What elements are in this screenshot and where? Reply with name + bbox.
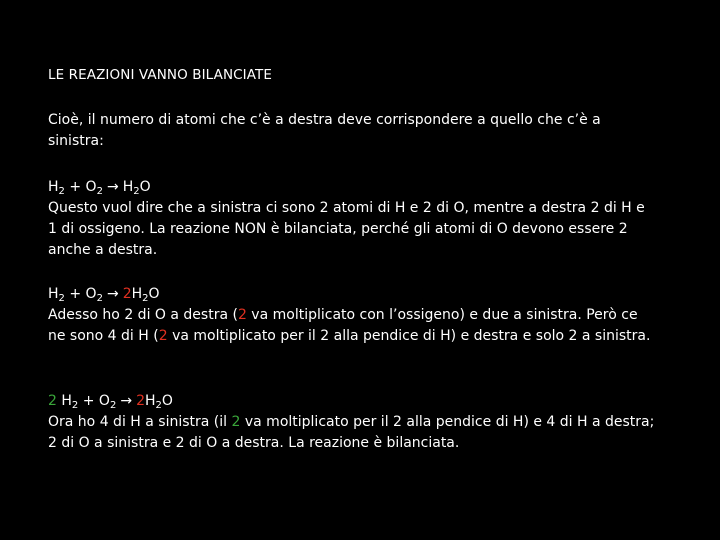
explanation-2-coefficient-1: 2 (237, 307, 247, 323)
intro-text: Cioè, il numero di atomi che c’è a destra deve corrispondere a quello che c’è a sinistra: (48, 112, 601, 149)
eq2-oxygen: O (85, 286, 97, 302)
explanation-3-part-b: va moltiplicato per il 2 alla pendice di H) e 4 di H a destra; 2 di O a sinistra e 2 di O a destra. La reazione è bilanciata. (48, 414, 655, 451)
eq3-product-hydrogen-sub: 2 (155, 400, 162, 411)
eq3-oxygen-sub: 2 (109, 400, 117, 411)
eq1-product-hydrogen-sub: 2 (133, 186, 140, 197)
explanation-3-coefficient: 2 (231, 414, 241, 430)
eq3-plus: + (82, 393, 95, 409)
eq3-product-oxygen: O (161, 393, 173, 409)
eq1-plus: + (69, 179, 82, 195)
eq2-product-hydrogen-sub: 2 (142, 293, 149, 304)
eq3-product-hydrogen: H (144, 393, 156, 409)
eq2-product-oxygen: O (148, 286, 160, 302)
equation-partial (48, 284, 160, 305)
eq3-product-coefficient: 2 (136, 393, 145, 409)
eq1-arrow-icon: → (106, 179, 119, 195)
eq1-product-oxygen: O (139, 179, 151, 195)
explanation-2-part-b: va moltiplicato con l’ossigeno) e due a sinistra. Però ce ne sono 4 di H ( (48, 307, 638, 344)
eq2-product-hydrogen: H (131, 286, 143, 302)
eq1-product-hydrogen: H (122, 179, 134, 195)
eq2-product-coefficient: 2 (122, 286, 132, 302)
eq1-oxygen-sub: 2 (96, 186, 103, 197)
explanation-3-part-a: Ora ho 4 di H a sinistra (il (48, 414, 232, 430)
eq3-reactant-coefficient: 2 (48, 393, 57, 409)
eq2-arrow-icon: → (106, 286, 119, 302)
explanation-2-part-c: va moltiplicato per il 2 alla pendice di H) e destra e solo 2 a sinistra. (167, 328, 651, 344)
explanation-2-part-a: Adesso ho 2 di O a destra ( (48, 307, 238, 323)
explanation-3 (48, 412, 658, 454)
eq3-arrow-icon: → (120, 393, 133, 409)
eq3-hydrogen: H (61, 393, 72, 409)
equation-unbalanced (48, 177, 151, 198)
explanation-1: Questo vuol dire che a sinistra ci sono 2 atomi di H e 2 di O, mentre a destra 2 di H e 1 di ossigeno. La reazione NON è bilanciata, perché gli atomi di O devono essere 2 anche a destra. (48, 200, 645, 258)
explanation-2 (48, 305, 658, 347)
eq3-oxygen: O (98, 393, 110, 409)
eq1-oxygen: O (85, 179, 97, 195)
eq1-hydrogen: H (48, 179, 59, 195)
eq2-hydrogen-sub: 2 (58, 293, 65, 304)
equation-balanced (48, 391, 173, 412)
eq3-hydrogen-sub: 2 (71, 400, 79, 411)
slide-title: LE REAZIONI VANNO BILANCIATE (48, 67, 273, 83)
eq1-hydrogen-sub: 2 (58, 186, 65, 197)
eq2-hydrogen: H (48, 286, 59, 302)
eq2-plus: + (69, 286, 82, 302)
explanation-2-coefficient-2: 2 (158, 328, 168, 344)
eq2-oxygen-sub: 2 (96, 293, 103, 304)
